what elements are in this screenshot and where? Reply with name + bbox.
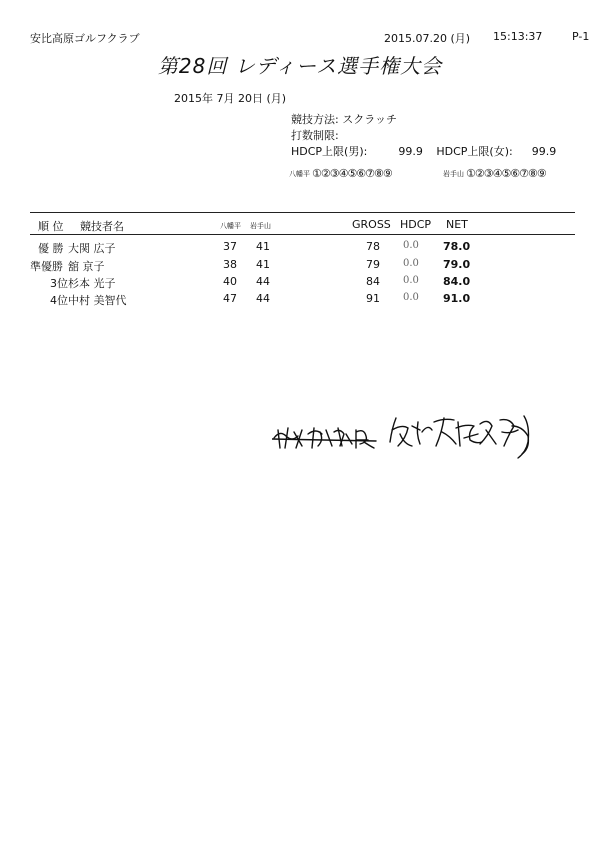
rank-cell: 準優勝 [30,260,63,273]
hdcp-cell: 0.0 [403,240,419,251]
print-date: 2015.07.20 (月) [384,32,471,45]
header-name: 競技者名 [80,220,124,233]
header-course2: 岩手山 [250,222,271,230]
method-value: スクラッチ [342,113,397,126]
event-date: 2015年 7月 20日 (月) [174,92,287,105]
course2-score: 41 [256,240,270,253]
limit-label: 打数制限: [291,129,339,142]
rank-cell: 優 勝 [38,242,64,255]
course1-score: 37 [223,240,237,253]
table-row [0,292,600,310]
net-cell: 79.0 [443,258,471,271]
method-line [291,111,397,127]
header-rank: 順 位 [38,220,64,233]
course2-holes [443,167,546,180]
course2-holes-label: 岩手山 [443,170,464,178]
table-header-rule [30,234,575,235]
hdcp-men-label: HDCP上限(男): [291,145,368,158]
course1-holes-label: 八幡平 [289,170,310,178]
course2-hole-numbers: ①②③④⑤⑥⑦⑧⑨ [466,167,546,180]
hdcp-cell: 0.0 [403,275,419,286]
table-row [0,258,600,276]
gross-cell: 79 [366,258,380,271]
name-cell: 杉本 光子 [68,277,116,290]
hdcp-cell: 0.0 [403,292,419,303]
course2-score: 44 [256,292,270,305]
method-label: 競技方法: [291,113,339,126]
table-row [0,275,600,293]
print-time: 15:13:37 [493,30,543,43]
course1-holes [289,167,392,180]
hdcp-men-value: 99.9 [398,145,423,158]
table-row [0,240,600,258]
header-course1: 八幡平 [220,222,241,230]
handwritten-signature [272,408,552,466]
tournament-title: 第28回 レディース選手権大会 [157,54,443,78]
course2-score: 44 [256,275,270,288]
club-name: 安比高原ゴルフクラブ [30,32,140,45]
name-cell: 大関 広子 [68,242,116,255]
course1-score: 38 [223,258,237,271]
hdcp-cell: 0.0 [403,258,419,269]
hdcp-limits [291,143,556,159]
header-net: NET [446,218,468,231]
name-cell: 中村 美智代 [68,294,127,307]
header-hdcp: HDCP [400,218,432,231]
gross-cell: 78 [366,240,380,253]
net-cell: 84.0 [443,275,471,288]
course1-score: 47 [223,292,237,305]
net-cell: 78.0 [443,240,471,253]
gross-cell: 84 [366,275,380,288]
hdcp-women-value: 99.9 [531,145,557,158]
net-cell: 91.0 [443,292,471,305]
course1-score: 40 [223,275,237,288]
header-gross: GROSS [352,218,391,231]
course2-score: 41 [256,258,270,271]
table-top-rule [30,212,575,213]
rank-cell: 3位 [50,277,68,290]
course1-hole-numbers: ①②③④⑤⑥⑦⑧⑨ [312,167,392,180]
hdcp-women-label: HDCP上限(女): [436,145,513,158]
rank-cell: 4位 [50,294,68,307]
name-cell: 舘 京子 [68,260,105,273]
gross-cell: 91 [366,292,380,305]
page-number: P-1 [572,30,590,43]
